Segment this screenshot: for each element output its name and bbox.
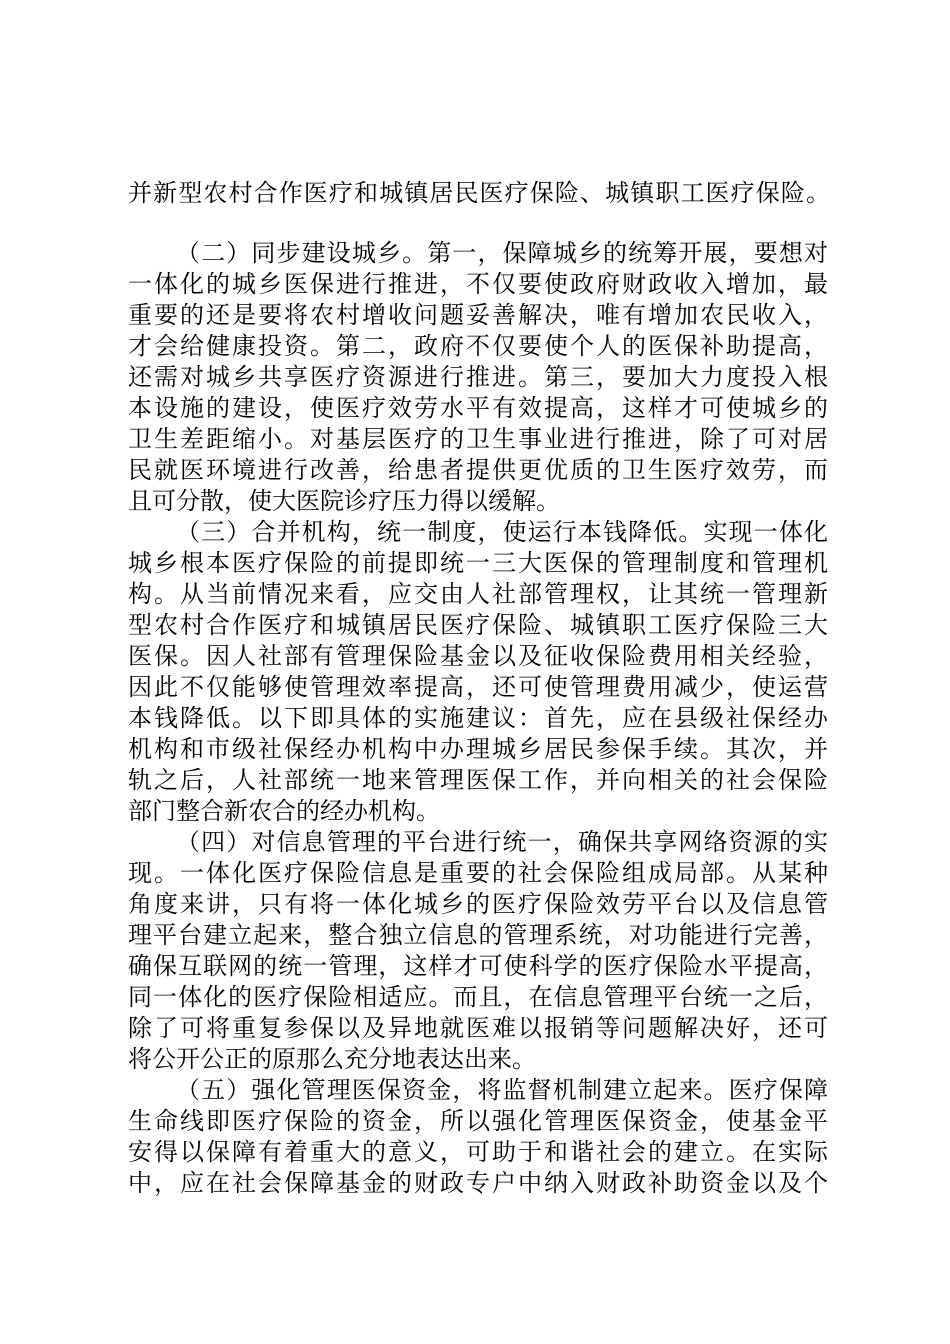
text-line: 确保互联网的统一管理，这样才可使科学的医疗保险水平提高， <box>128 952 828 980</box>
text-line: 本设施的建设，使医疗效劳水平有效提高，这样才可使城乡的 <box>128 394 828 422</box>
text-line: 除了可将重复参保以及异地就医难以报销等问题解决好，还可 <box>128 1014 828 1042</box>
text-line: 理平台建立起来，整合独立信息的管理系统，对功能进行完善， <box>128 921 828 949</box>
text-line: 部门整合新农合的经办机构。 <box>128 797 440 825</box>
paragraph-4-line: （四）对信息管理的平台进行统一，确保共享网络资源的实 <box>176 828 828 856</box>
text-line: 本钱降低。以下即具体的实施建议：首先，应在县级社保经办 <box>128 704 828 732</box>
text-line: 型农村合作医疗和城镇居民医疗保险、城镇职工医疗保险三大 <box>128 611 828 639</box>
text-line: 重要的还是要将农村增收问题妥善解决，唯有增加农民收入， <box>128 301 828 329</box>
text-line: 构。从当前情况来看，应交由人社部管理权，让其统一管理新 <box>128 580 828 608</box>
text-line: 因此不仅能够使管理效率提高，还可使管理费用减少，使运营 <box>128 673 828 701</box>
text-line: 角度来讲，只有将一体化城乡的医疗保险效劳平台以及信息管 <box>128 890 828 918</box>
text-line: 现。一体化医疗保险信息是重要的社会保险组成局部。从某种 <box>128 859 828 887</box>
text-line: 民就医环境进行改善，给患者提供更优质的卫生医疗效劳，而 <box>128 456 828 484</box>
paragraph-3-line: （三）合并机构，统一制度，使运行本钱降低。实现一体化 <box>176 518 828 546</box>
text-line: 医保。因人社部有管理保险基金以及征收保险费用相关经验， <box>128 642 828 670</box>
text-line: 机构和市级社保经办机构中办理城乡居民参保手续。其次，并 <box>128 735 828 763</box>
text-line: 且可分散，使大医院诊疗压力得以缓解。 <box>128 487 560 515</box>
text-line: 轨之后，人社部统一地来管理医保工作，并向相关的社会保险 <box>128 766 828 794</box>
text-line: 还需对城乡共享医疗资源进行推进。第三，要加大力度投入根 <box>128 363 828 391</box>
paragraph-5-line: （五）强化管理医保资金，将监督机制建立起来。医疗保障 <box>176 1076 828 1104</box>
text-line: 同一体化的医疗保险相适应。而且，在信息管理平台统一之后， <box>128 983 828 1011</box>
text-line: 才会给健康投资。第二，政府不仅要使个人的医保补助提高， <box>128 332 828 360</box>
text-line: 并新型农村合作医疗和城镇居民医疗保险、城镇职工医疗保险。 <box>128 179 830 207</box>
text-line: 一体化的城乡医保进行推进，不仅要使政府财政收入增加，最 <box>128 270 828 298</box>
text-line: 生命线即医疗保险的资金，所以强化管理医保资金，使基金平 <box>128 1107 828 1135</box>
text-line: 城乡根本医疗保险的前提即统一三大医保的管理制度和管理机 <box>128 549 828 577</box>
paragraph-2-line: （二）同步建设城乡。第一，保障城乡的统筹开展，要想对 <box>176 239 828 267</box>
text-line: 卫生差距缩小。对基层医疗的卫生事业进行推进，除了可对居 <box>128 425 828 453</box>
text-line: 中，应在社会保障基金的财政专户中纳入财政补助资金以及个 <box>128 1169 828 1197</box>
text-line: 安得以保障有着重大的意义，可助于和谐社会的建立。在实际 <box>128 1138 828 1166</box>
text-line: 将公开公正的原那么充分地表达出来。 <box>128 1045 536 1073</box>
